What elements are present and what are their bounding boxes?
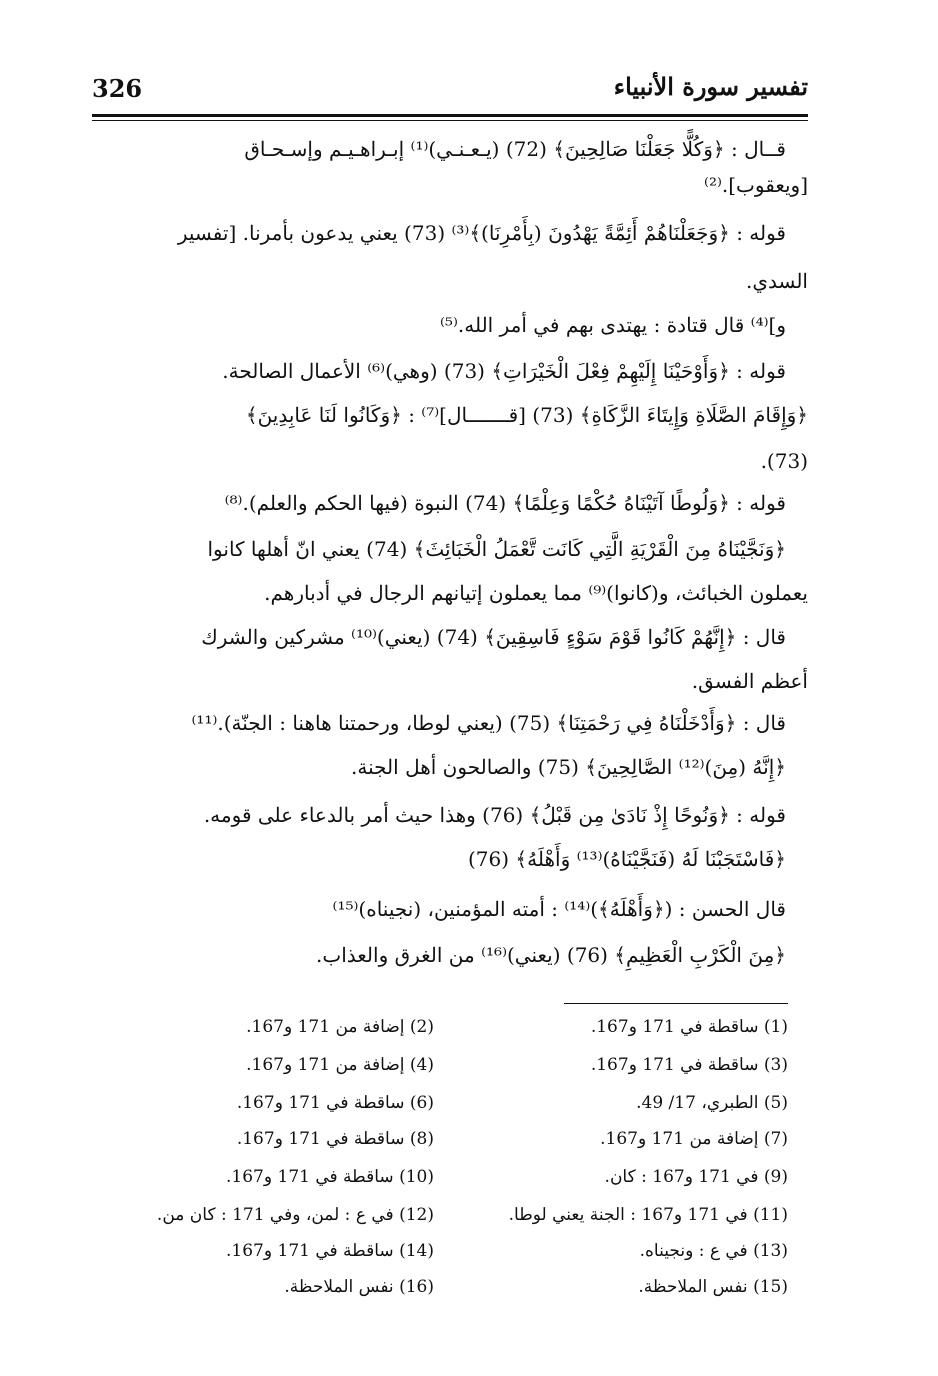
body-line: ﴿فَاسْتَجَبْنَا لَهُ (فَنَجَّيْنَاهُ)⁽¹³⁾ وَأَهْلَهُ﴾ (76) bbox=[467, 847, 786, 871]
main-text bbox=[92, 132, 808, 982]
footnote-text: نفس الملاحظة. bbox=[638, 1277, 748, 1297]
footnote-rule bbox=[564, 1003, 788, 1004]
footnote bbox=[638, 1272, 788, 1304]
footnote-text: في ع : لمن، وفي 171 : كان من. bbox=[156, 1205, 394, 1225]
footnote bbox=[605, 1162, 788, 1194]
footnote-text: ساقطة في 171 و167. bbox=[236, 1093, 405, 1113]
body-line: السدي. bbox=[745, 269, 808, 293]
footnote-text: في 171 و167 : كان. bbox=[604, 1167, 759, 1187]
footnote bbox=[246, 1012, 434, 1044]
body-line: قوله : ﴿وَجَعَلْنَاهُمْ أَئِمَّةً يَهْدُونَ (بِأَمْرِنَا)﴾⁽³⁾ (73) يعني يدعون بأمرنا. [تفسير bbox=[177, 221, 786, 245]
footnote bbox=[237, 1088, 434, 1120]
footnote bbox=[237, 1124, 434, 1156]
body-line: قال : ﴿إِنَّهُمْ كَانُوا قَوْمَ سَوْءٍ فَاسِقِينَ﴾ (74) (يعني)⁽¹⁰⁾ مشركين والشرك bbox=[201, 625, 786, 649]
body-line: قال الحسن : (﴿وَأَهْلَهُ﴾)⁽¹⁴⁾ : أمته المؤمنين، (نجيناه)⁽¹⁵⁾ bbox=[332, 897, 786, 921]
body-line: و]⁽⁴⁾ قال قتادة : يهتدى بهم في أمر الله.⁽⁵⁾ bbox=[440, 313, 786, 337]
footnote-number: (16) bbox=[399, 1277, 434, 1297]
footnote bbox=[640, 1236, 788, 1268]
body-line: يعملون الخبائث، و(كانوا)⁽⁹⁾ مما يعملون إتيانهم الرجال في أدبارهم. bbox=[264, 581, 808, 605]
footnote-text: ساقطة في 171 و167. bbox=[226, 1167, 394, 1187]
body-line: (73). bbox=[760, 449, 808, 473]
footnote-number: (6) bbox=[409, 1093, 434, 1113]
footnote bbox=[509, 1200, 788, 1232]
body-line: قوله : ﴿وَأَوْحَيْنَا إِلَيْهِمْ فِعْلَ الْخَيْرَاتِ﴾ (73) (وهي)⁽⁶⁾ الأعمال الصالحة. bbox=[222, 359, 786, 383]
page-number: 326 bbox=[92, 74, 143, 103]
body-line: قوله : ﴿وَنُوحًا إِذْ نَادَىٰ مِن قَبْلُ﴾ (76) وهذا حيث أمر بالدعاء على قومه. bbox=[203, 803, 786, 827]
page-header bbox=[92, 70, 808, 112]
footnote-text: إضافة من 171 و167. bbox=[246, 1017, 405, 1037]
footnote bbox=[636, 1088, 788, 1120]
footnote-text: ساقطة في 171 و167. bbox=[226, 1241, 394, 1261]
footnote-text: إضافة من 171 و167. bbox=[600, 1129, 759, 1149]
footnotes bbox=[92, 1012, 808, 1312]
footnote-text: الطبري، 17/ 49. bbox=[636, 1093, 759, 1113]
footnote-number: (2) bbox=[409, 1017, 434, 1037]
footnote bbox=[284, 1272, 434, 1304]
footnote-text: ساقطة في 171 و167. bbox=[236, 1129, 405, 1149]
footnote-text: ساقطة في 171 و167. bbox=[590, 1055, 759, 1075]
footnote bbox=[246, 1050, 434, 1082]
running-title: تفسير سورة الأنبياء bbox=[613, 72, 808, 101]
body-line: أعظم الفسق. bbox=[691, 669, 808, 693]
footnote-number: (4) bbox=[409, 1055, 434, 1075]
footnote bbox=[591, 1012, 788, 1044]
body-line: ﴿إِنَّهُ (مِنَ)⁽¹²⁾ الصَّالِحِينَ﴾ (75) والصالحون أهل الجنة. bbox=[351, 755, 786, 779]
body-line: ﴿مِنَ الْكَرْبِ الْعَظِيمِ﴾ (76) (يعني)⁽¹⁶⁾ من الغرق والعذاب. bbox=[316, 943, 786, 967]
footnote-number: (14) bbox=[399, 1241, 434, 1261]
footnote-text: نفس الملاحظة. bbox=[284, 1277, 394, 1297]
body-line: [ويعقوب].⁽²⁾ bbox=[704, 173, 808, 197]
body-line: ﴿وَنَجَّيْنَاهُ مِنَ الْقَرْيَةِ الَّتِي كَانَت تَّعْمَلُ الْخَبَائِثَ﴾ (74) يعني انّ أهلها كانوا bbox=[207, 537, 786, 561]
body-line: قوله : ﴿وَلُوطًا آتَيْنَاهُ حُكْمًا وَعِلْمًا﴾ (74) النبوة (فيها الحكم والعلم).⁽⁸⁾ bbox=[224, 491, 786, 515]
header-rule bbox=[92, 114, 808, 117]
header-rule-thin bbox=[92, 120, 808, 121]
footnote bbox=[226, 1236, 434, 1268]
footnote-number: (15) bbox=[753, 1277, 788, 1297]
footnote-text: في ع : ونجيناه. bbox=[639, 1241, 748, 1261]
footnote-number: (7) bbox=[763, 1129, 788, 1149]
footnote bbox=[226, 1162, 434, 1194]
body-line: ﴿وَإِقَامَ الصَّلَاةِ وَإِيتَاءَ الزَّكَاةِ﴾ (73) [قـــــــال]⁽⁷⁾ : ﴿وَكَانُوا لَنَا عَابِدِينَ﴾ bbox=[245, 403, 808, 427]
footnote-text: في 171 و167 : الجنة يعني لوطا. bbox=[508, 1205, 748, 1225]
footnote-number: (1) bbox=[763, 1017, 788, 1037]
footnote-number: (5) bbox=[763, 1093, 788, 1113]
footnote-number: (12) bbox=[399, 1205, 434, 1225]
footnote-number: (11) bbox=[753, 1205, 788, 1225]
footnote-number: (10) bbox=[399, 1167, 434, 1187]
footnote bbox=[591, 1050, 788, 1082]
footnote-number: (8) bbox=[409, 1129, 434, 1149]
body-line: قــال : ﴿وَكُلًّا جَعَلْنَا صَالِحِينَ﴾ (72) (يـعـنـي)⁽¹⁾ إبـراهـيـم وإسـحـاق bbox=[244, 137, 786, 161]
footnote-number: (9) bbox=[763, 1167, 788, 1187]
footnote-number: (13) bbox=[753, 1241, 788, 1261]
footnote bbox=[157, 1200, 434, 1232]
footnote-text: إضافة من 171 و167. bbox=[246, 1055, 405, 1075]
footnote-number: (3) bbox=[763, 1055, 788, 1075]
footnote-text: ساقطة في 171 و167. bbox=[590, 1017, 759, 1037]
footnote bbox=[600, 1124, 788, 1156]
body-line: قال : ﴿وَأَدْخَلْنَاهُ فِي رَحْمَتِنَا﴾ (75) (يعني لوطا، ورحمتنا هاهنا : الجنّة).⁽¹¹⁾ bbox=[191, 711, 786, 735]
